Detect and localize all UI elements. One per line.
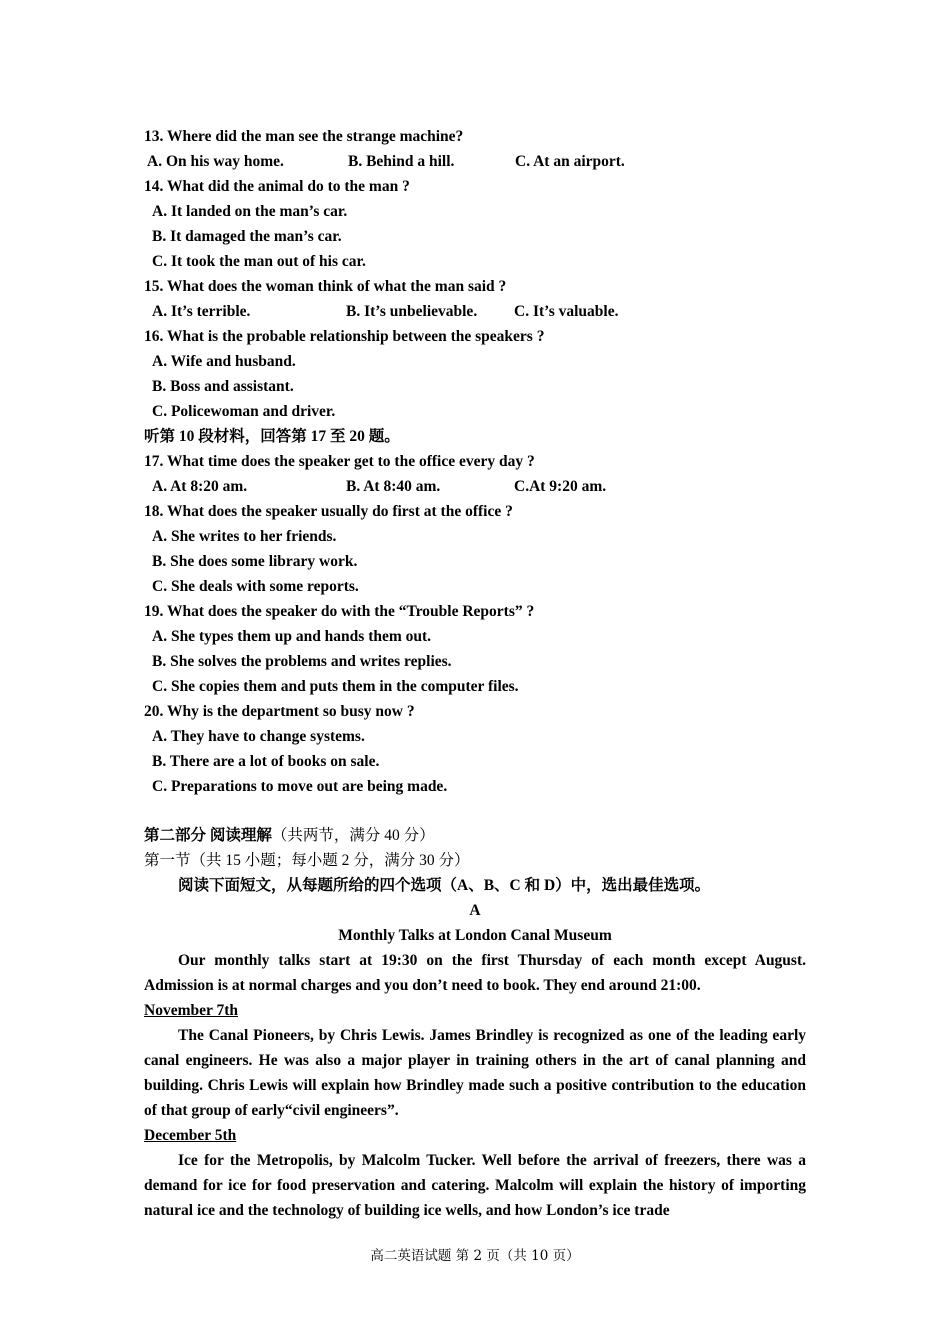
option-14a: A. It landed on the man’s car.: [152, 203, 348, 220]
exam-page: [144, 124, 806, 1223]
option-16a: A. Wife and husband.: [152, 353, 296, 370]
option-20a: A. They have to change systems.: [152, 728, 365, 745]
part-two-heading: [144, 823, 806, 848]
talk-date-december: December 5th: [144, 1127, 237, 1144]
question-18-stem: 18. What does the speaker usually do first at the office ?: [144, 503, 513, 520]
question-17-stem: 17. What time does the speaker get to the office every day ?: [144, 453, 535, 470]
question-14-stem: 14. What did the animal do to the man ?: [144, 178, 410, 195]
option-18b: B. She does some library work.: [152, 553, 358, 570]
option-15a: A. It’s terrible.: [152, 303, 251, 320]
option-14b: B. It damaged the man’s car.: [152, 228, 342, 245]
part-two-score-note: （共两节，满分 40 分）: [271, 827, 435, 844]
talk-canal-pioneers: The Canal Pioneers, by Chris Lewis. James Brindley is recognized as one of the leading early canal engineers. He was also a major player in training others in the art of canal planning and building. Chris Lewis will explain how Brindley made such a positive contribution to the education of that group of early“civil engineers”.: [144, 1027, 806, 1119]
section-one-heading: 第一节（共 15 小题；每小题 2 分，满分 30 分）: [144, 852, 470, 869]
option-13b: B. Behind a hill.: [348, 153, 455, 170]
option-17b: B. At 8:40 am.: [346, 478, 441, 495]
question-19-stem: 19. What does the speaker do with the “Trouble Reports” ?: [144, 603, 535, 620]
option-19a: A. She types them up and hands them out.: [152, 628, 432, 645]
option-17a: A. At 8:20 am.: [152, 478, 248, 495]
option-15c: C. It’s valuable.: [514, 303, 619, 320]
option-18a: A. She writes to her friends.: [152, 528, 337, 545]
option-20b: B. There are a lot of books on sale.: [152, 753, 380, 770]
question-15-stem: 15. What does the woman think of what the man said ?: [144, 278, 507, 295]
option-19c: C. She copies them and puts them in the computer files.: [152, 678, 519, 695]
question-13-options: [144, 149, 806, 174]
option-15b: B. It’s unbelievable.: [346, 303, 478, 320]
question-15-options: [144, 299, 806, 324]
option-20c: C. Preparations to move out are being made.: [152, 778, 448, 795]
option-16b: B. Boss and assistant.: [152, 378, 294, 395]
talk-date-november: November 7th: [144, 1002, 238, 1019]
section-10-instruction: 听第 10 段材料，回答第 17 至 20 题。: [144, 428, 400, 445]
page-footer: 高二英语试题 第 2 页（共 10 页）: [370, 1248, 580, 1264]
section-gap: [144, 799, 806, 823]
question-20-stem: 20. Why is the department so busy now ?: [144, 703, 415, 720]
talk-ice-metropolis: Ice for the Metropolis, by Malcolm Tucker. Well before the arrival of freezers, there was a demand for ice for food preservation and catering. Malcolm will explain the history of importing natural ice and the technology of building ice wells, and how London’s ice trade: [144, 1152, 806, 1219]
option-13c: C. At an airport.: [515, 153, 625, 170]
option-18c: C. She deals with some reports.: [152, 578, 359, 595]
passage-intro: Our monthly talks start at 19:30 on the first Thursday of each month except August. Admission is at normal charges and you don’t need to book. They end around 21:00.: [144, 952, 806, 994]
option-19b: B. She solves the problems and writes replies.: [152, 653, 452, 670]
part-two-title: 第二部分 阅读理解: [144, 827, 272, 844]
option-17c: C.At 9:20 am.: [514, 478, 607, 495]
passage-title: Monthly Talks at London Canal Museum: [338, 927, 612, 944]
option-16c: C. Policewoman and driver.: [152, 403, 336, 420]
question-13-stem: 13. Where did the man see the strange machine?: [144, 128, 464, 145]
question-16-stem: 16. What is the probable relationship between the speakers ?: [144, 328, 545, 345]
option-13a: A. On his way home.: [147, 153, 284, 170]
option-14c: C. It took the man out of his car.: [152, 253, 366, 270]
reading-instruction: 阅读下面短文，从每题所给的四个选项（A、B、C 和 D）中，选出最佳选项。: [178, 877, 711, 894]
passage-letter: A: [469, 902, 481, 919]
question-17-options: [144, 474, 806, 499]
